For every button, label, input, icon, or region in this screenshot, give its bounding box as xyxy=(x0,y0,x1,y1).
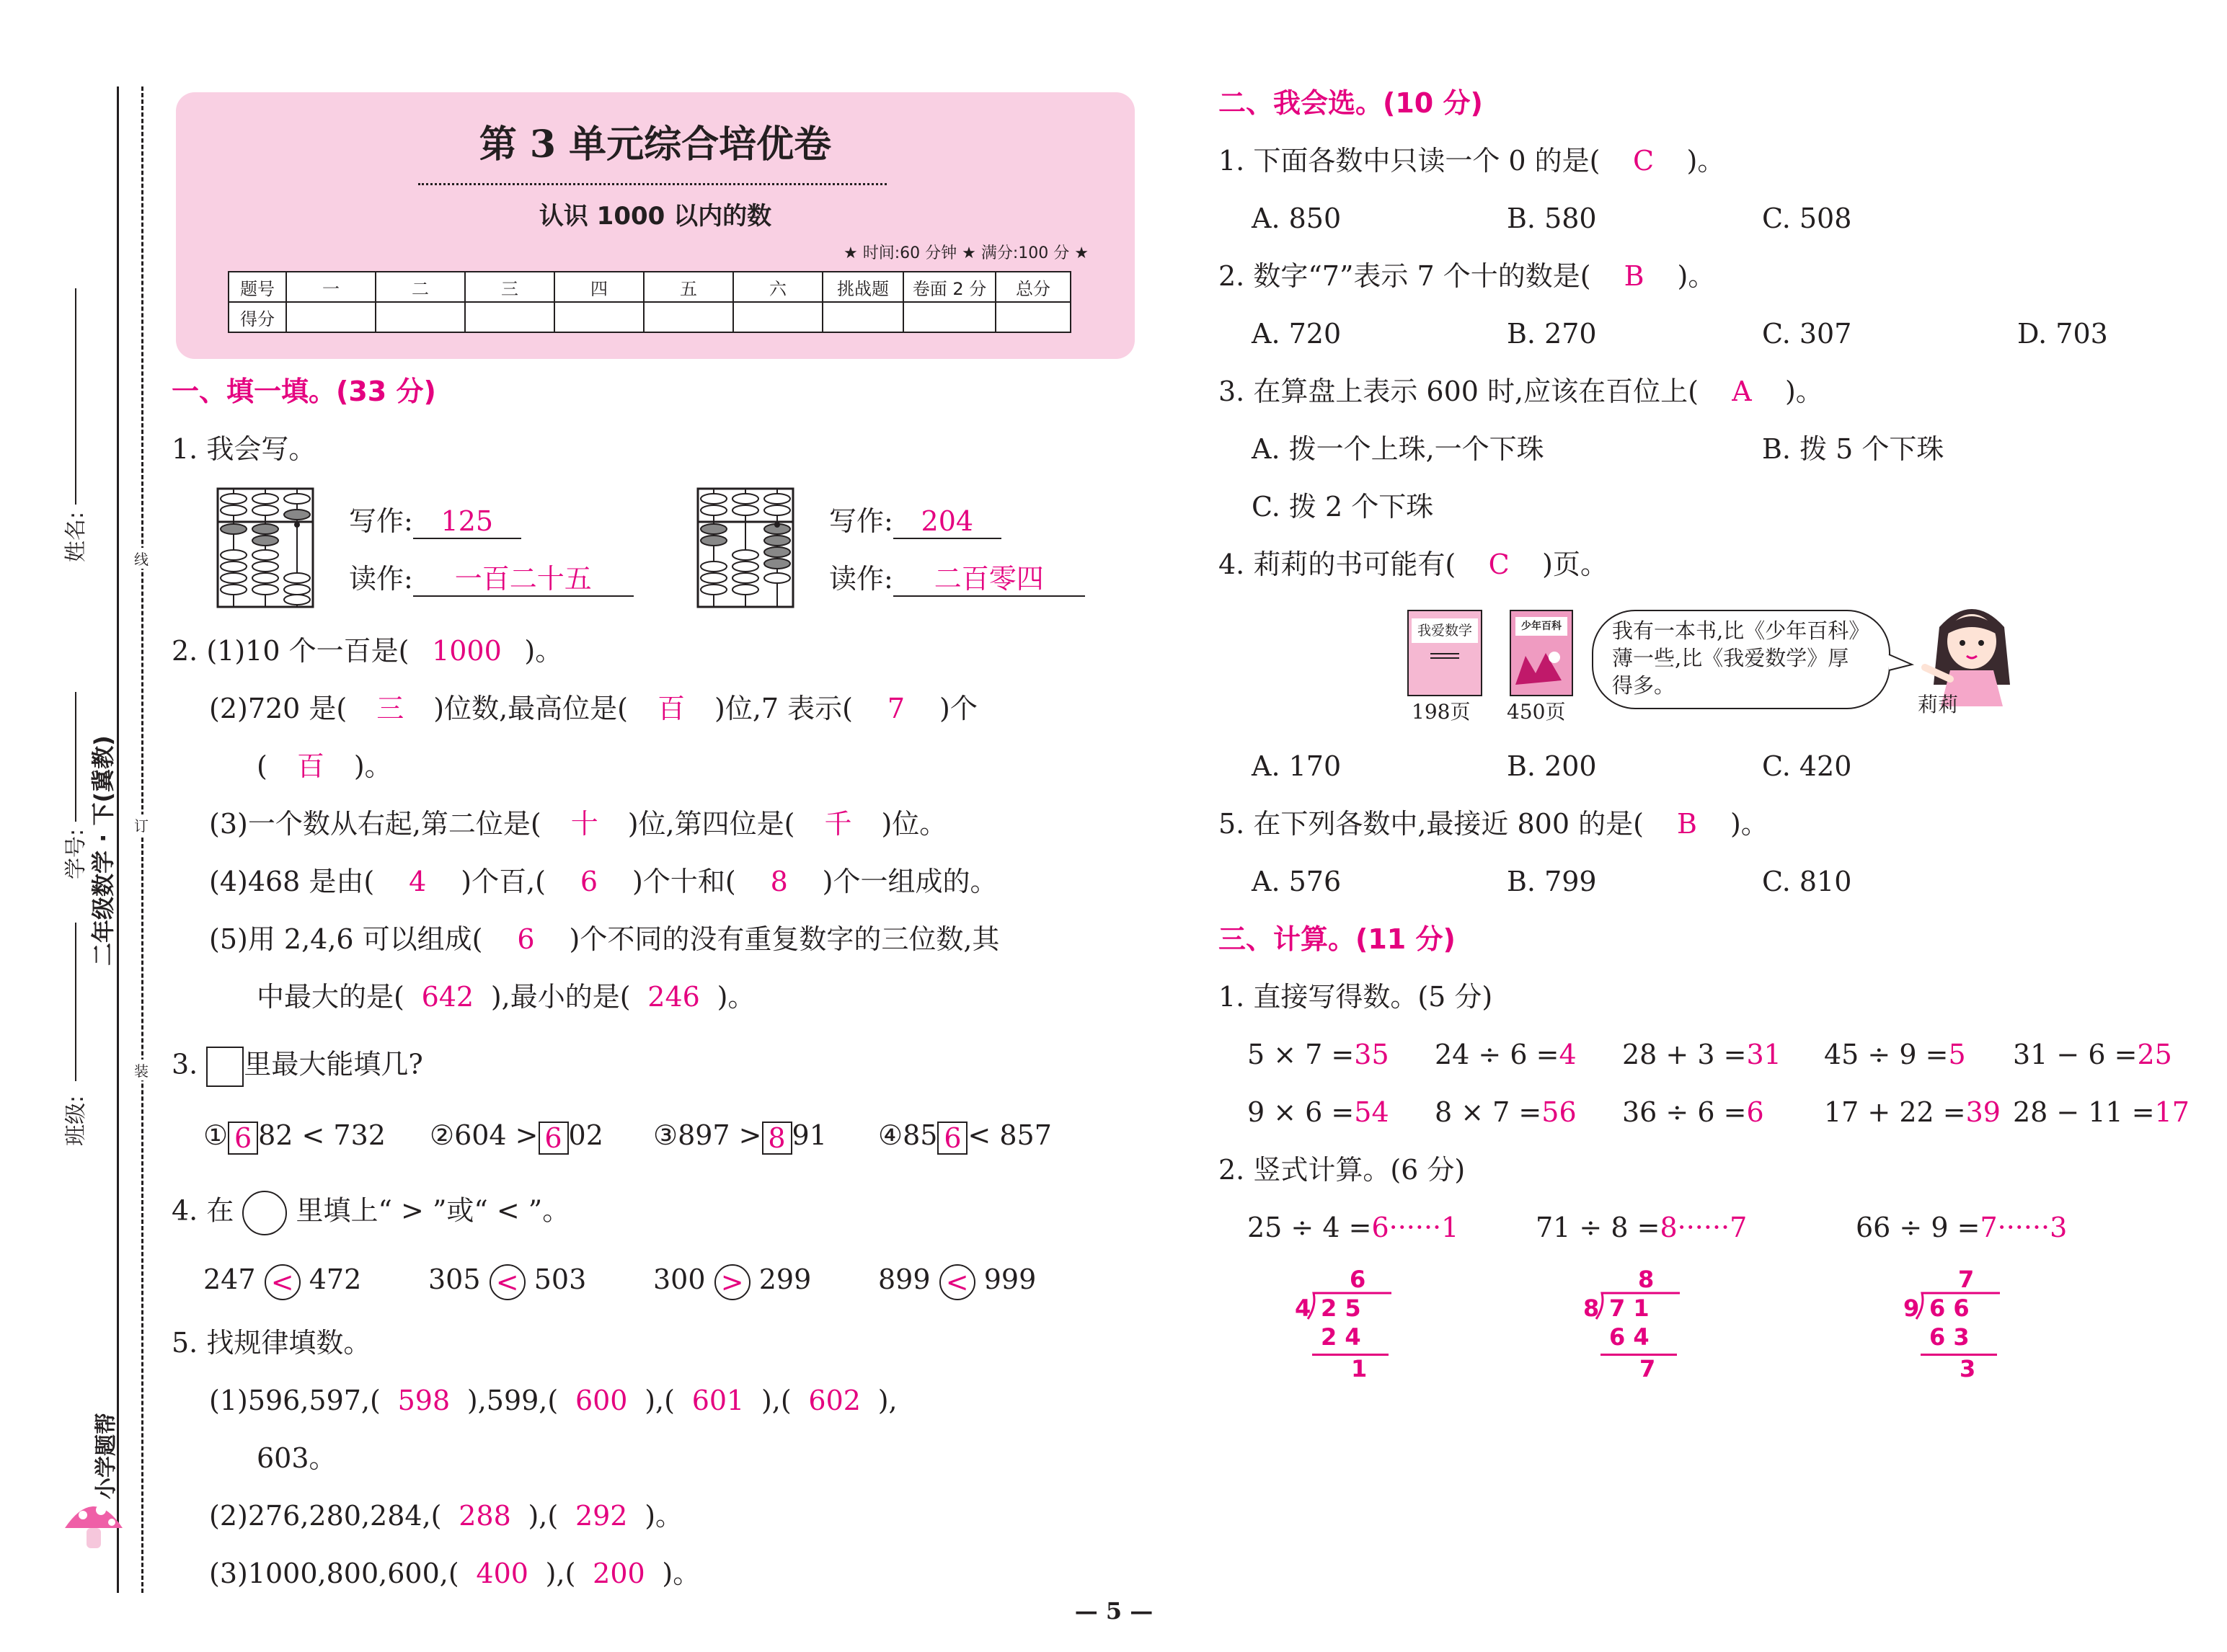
q5-2-answer1[interactable]: 288 xyxy=(459,1500,511,1532)
id-field[interactable] xyxy=(75,692,76,822)
calc-answer[interactable]: 39 xyxy=(1965,1096,2001,1128)
q2-2-answer1[interactable]: 三 xyxy=(376,693,404,724)
calc-answer[interactable]: 56 xyxy=(1541,1096,1577,1128)
table-cell: 一 xyxy=(286,272,376,302)
q-text: )页。 xyxy=(1542,549,1608,580)
cut-char-zhuang: 装 xyxy=(134,1060,149,1080)
div-eq-answer[interactable]: 8······7 xyxy=(1660,1212,1748,1243)
s2-q1-opt-a[interactable]: A. 850 xyxy=(1252,203,1342,234)
read-label: 读作: xyxy=(349,563,413,595)
q-text: (2)276,280,284,( xyxy=(209,1500,442,1532)
q3-answer-box[interactable]: 6 xyxy=(228,1122,258,1155)
q-text: 28 − 11 = xyxy=(2013,1096,2155,1128)
write-label: 写作: xyxy=(349,505,413,537)
q-text: < 857 xyxy=(968,1119,1052,1151)
div-line xyxy=(1921,1354,1997,1356)
q2-2-answer3[interactable]: 7 xyxy=(887,693,906,724)
book-label: 二年级数学 · 下(冀教) xyxy=(89,735,117,966)
div-divisor: 9 xyxy=(1903,1294,1920,1322)
page-number: — 5 — xyxy=(1074,1597,1154,1625)
calc-item xyxy=(1824,1096,2001,1129)
s2-q1-opt-b[interactable]: B. 580 xyxy=(1507,203,1597,234)
name-field[interactable] xyxy=(75,288,76,505)
q-text: 999 xyxy=(983,1264,1037,1295)
abacus-icon xyxy=(696,487,794,608)
q1-prompt: 1. 我会写。 xyxy=(172,433,316,465)
s2-q1-opt-c[interactable]: C. 508 xyxy=(1762,203,1852,234)
q1a-read-row xyxy=(349,562,634,597)
q-text: )个不同的没有重复数字的三位数,其 xyxy=(569,923,1000,955)
q-text: )位,7 表示( xyxy=(714,693,853,724)
q3-answer-box[interactable]: 6 xyxy=(539,1122,569,1155)
table-cell: 三 xyxy=(465,272,554,302)
s2-q2-opt-b[interactable]: B. 270 xyxy=(1507,318,1597,350)
s2-q2-opt-c[interactable]: C. 307 xyxy=(1762,318,1852,350)
q-text: 503 xyxy=(533,1264,587,1295)
q5-line3 xyxy=(209,1557,700,1590)
q-text: 5 × 7 = xyxy=(1247,1039,1355,1070)
book-math-icon xyxy=(1407,610,1482,696)
q-text: (3)1000,800,600,( xyxy=(209,1558,459,1589)
q-text: )个 xyxy=(939,693,978,724)
calc-answer[interactable]: 4 xyxy=(1559,1039,1577,1070)
q4-answer-circle[interactable]: > xyxy=(714,1264,751,1300)
q1b-read-row xyxy=(829,562,1085,597)
table-cell: 四 xyxy=(554,272,644,302)
s2-q3-answer[interactable]: A xyxy=(1732,376,1752,407)
s2-q3-opt-a[interactable]: A. 拨一个上珠,一个下珠 xyxy=(1252,433,1544,465)
q-text: )。 xyxy=(353,750,392,782)
calc-item xyxy=(2013,1096,2190,1129)
q-text: 2. 数字“7”表示 7 个十的数是( xyxy=(1218,260,1591,292)
calc-item xyxy=(1435,1038,1577,1071)
book-encyclopedia-pages: 450页 xyxy=(1507,700,1566,724)
brand-label: 小学题帮 xyxy=(94,1413,119,1499)
q-text: ),( xyxy=(645,1385,675,1416)
div-divisor: 4 xyxy=(1295,1294,1311,1322)
book-math-title: 我爱数学 xyxy=(1412,618,1478,643)
q2-3-answer2[interactable]: 千 xyxy=(824,808,852,840)
table-cell: 题号 xyxy=(229,272,286,302)
q2-part1 xyxy=(172,634,562,667)
q-text: 5. 在下列各数中,最接近 800 的是( xyxy=(1218,808,1644,840)
title-divider xyxy=(418,183,887,185)
q-text: 24 ÷ 6 = xyxy=(1435,1039,1559,1070)
q-text: ④85 xyxy=(878,1119,938,1151)
q1a-read-answer[interactable]: 一百二十五 xyxy=(413,562,634,597)
q-text: ③897 > xyxy=(653,1119,762,1151)
q5-line2 xyxy=(209,1499,683,1532)
bubble-tail-icon xyxy=(1886,649,1915,678)
q2-3-answer1[interactable]: 十 xyxy=(570,808,598,840)
table-cell: 二 xyxy=(376,272,465,302)
q2-part5 xyxy=(209,923,999,956)
s2-q3-opt-c[interactable]: C. 拨 2 个下珠 xyxy=(1252,491,1434,523)
calc-answer[interactable]: 6 xyxy=(1746,1096,1764,1128)
s2-q4-opt-a[interactable]: A. 170 xyxy=(1252,750,1342,782)
q-text: ① xyxy=(203,1119,229,1151)
long-division xyxy=(1899,1266,2000,1388)
q-text: 28 + 3 = xyxy=(1622,1039,1747,1070)
q-text: 中最大的是( xyxy=(257,981,404,1013)
abacus-icon xyxy=(216,487,314,608)
q2-part3 xyxy=(209,807,947,840)
q-text: 305 xyxy=(428,1264,481,1295)
calc-item xyxy=(1247,1096,1389,1129)
calc-answer[interactable]: 54 xyxy=(1354,1096,1389,1128)
q-text: )。 xyxy=(524,635,563,667)
q4-item-2 xyxy=(428,1263,586,1300)
q4-answer-circle[interactable]: < xyxy=(490,1264,526,1300)
q2-4-answer1[interactable]: 4 xyxy=(409,866,427,897)
q-text: 里最大能填几? xyxy=(244,1048,423,1080)
calc-answer[interactable]: 35 xyxy=(1354,1039,1389,1070)
score-cell[interactable] xyxy=(286,302,376,332)
q-text: ( xyxy=(257,750,267,782)
div-remainder: 3 xyxy=(1960,1355,1976,1382)
table-cell: 六 xyxy=(733,272,823,302)
q4-item-3 xyxy=(653,1263,811,1300)
q-text: ②604 > xyxy=(430,1119,539,1151)
q-text: ),最小的是( xyxy=(490,981,631,1013)
q-text: )个百,( xyxy=(461,866,546,897)
q3-prompt xyxy=(172,1047,423,1087)
div-eq xyxy=(1856,1211,2067,1244)
q-text: 472 xyxy=(309,1264,362,1295)
q-text: ),( xyxy=(545,1558,576,1589)
s2-q4-opt-c[interactable]: C. 420 xyxy=(1762,750,1852,782)
q-text: )。 xyxy=(717,981,756,1013)
q-text: (1)596,597,( xyxy=(209,1385,381,1416)
s2-q4-answer[interactable]: C xyxy=(1488,549,1510,580)
q5-3-answer1[interactable]: 400 xyxy=(476,1558,528,1589)
q2-1-answer[interactable]: 1000 xyxy=(432,635,502,667)
q-text: (4)468 是由( xyxy=(209,866,375,897)
q4-answer-circle[interactable]: < xyxy=(265,1264,301,1300)
q2-5-answer1[interactable]: 6 xyxy=(517,923,535,955)
table-cell: 卷面 2 分 xyxy=(903,272,996,302)
class-field[interactable] xyxy=(75,923,76,1081)
q5-1-answer2[interactable]: 600 xyxy=(575,1385,628,1416)
s3-q1-title: 1. 直接写得数。(5 分) xyxy=(1218,981,1493,1013)
q-text: 1. 下面各数中只读一个 0 的是( xyxy=(1218,145,1600,177)
q2-part4 xyxy=(209,865,997,898)
q-text: (5)用 2,4,6 可以组成( xyxy=(209,923,483,955)
write-label: 写作: xyxy=(829,505,893,537)
empty-box-icon xyxy=(206,1047,244,1087)
score-cell[interactable] xyxy=(465,302,554,332)
s2-q2 xyxy=(1218,259,1715,293)
q-text: )。 xyxy=(1677,260,1716,292)
s2-q2-opt-a[interactable]: A. 720 xyxy=(1252,318,1342,350)
bubble-line: 得多。 xyxy=(1612,673,1675,698)
book-math-pages: 198页 xyxy=(1412,700,1471,724)
q-text: 31 − 6 = xyxy=(2013,1039,2138,1070)
div-remainder: 1 xyxy=(1351,1355,1368,1382)
q2-part2-cont xyxy=(257,750,392,783)
page-subtitle: 认识 1000 以内的数 xyxy=(539,202,772,231)
q-text: ),( xyxy=(761,1385,792,1416)
s2-q1 xyxy=(1218,144,1725,177)
q5-2-answer2[interactable]: 292 xyxy=(575,1500,628,1532)
cut-char-line: 线 xyxy=(134,548,149,569)
q5-3-answer2[interactable]: 200 xyxy=(593,1558,645,1589)
q-text: 3. xyxy=(172,1048,198,1080)
q-text: 2. (1)10 个一百是( xyxy=(172,635,409,667)
q-text: 899 xyxy=(878,1264,931,1295)
q3-answer-box[interactable]: 6 xyxy=(937,1122,968,1155)
q5-line1 xyxy=(209,1384,898,1417)
q3-item-4 xyxy=(878,1119,1052,1155)
q1b-write-row xyxy=(829,505,1001,539)
s2-q5 xyxy=(1218,807,1768,840)
div-eq-answer[interactable]: 7······3 xyxy=(1980,1212,2068,1243)
q-text: ),599,( xyxy=(466,1385,559,1416)
q-text: 82 < 732 xyxy=(258,1119,386,1151)
calc-item xyxy=(1824,1038,1966,1071)
book-encyclopedia-icon xyxy=(1510,610,1573,696)
q2-2-answer4[interactable]: 百 xyxy=(296,750,324,782)
q-text: 247 xyxy=(203,1264,256,1295)
q1b-write-answer[interactable]: 204 xyxy=(893,505,1001,539)
q-text: )。 xyxy=(1730,808,1768,840)
name-label: 姓名: xyxy=(63,511,89,562)
girl-name-label: 莉莉 xyxy=(1918,693,1959,716)
book-lines xyxy=(1430,653,1459,659)
div-dividend: 7 1 xyxy=(1609,1294,1650,1322)
s2-q3-opt-b[interactable]: B. 拨 5 个下珠 xyxy=(1762,433,1944,465)
calc-item xyxy=(1435,1096,1577,1129)
score-cell[interactable] xyxy=(733,302,823,332)
q-text: 91 xyxy=(792,1119,827,1151)
id-label: 学号: xyxy=(63,828,89,879)
q-text: 里填上“ > ”或“ < ”。 xyxy=(296,1194,570,1227)
table-cell: 总分 xyxy=(996,272,1071,302)
score-table-header-row xyxy=(229,272,1071,302)
q-text: )个十和( xyxy=(632,866,736,897)
q-text: 36 ÷ 6 = xyxy=(1622,1096,1747,1128)
q-text: )。 xyxy=(645,1500,683,1532)
q2-4-answer2[interactable]: 6 xyxy=(580,866,598,897)
q-text: (2)720 是( xyxy=(209,693,347,724)
table-cell: 挑战题 xyxy=(823,272,903,302)
book-encyclopedia-title: 少年百科 xyxy=(1515,617,1567,636)
q-text: ), xyxy=(877,1385,898,1416)
q2-part5-cont xyxy=(257,980,755,1013)
q-text: 4. 莉莉的书可能有( xyxy=(1218,549,1456,580)
score-cell[interactable] xyxy=(644,302,733,332)
mushroom-logo-icon xyxy=(58,1485,130,1557)
exam-meta: ★ 时间:60 分钟 ★ 满分:100 分 ★ xyxy=(844,244,1089,262)
q4-answer-circle[interactable]: < xyxy=(939,1264,975,1300)
q-text: 299 xyxy=(758,1264,812,1295)
table-cell: 得分 xyxy=(229,302,286,332)
q-text: 300 xyxy=(653,1264,706,1295)
div-divisor: 8 xyxy=(1583,1294,1600,1322)
q5-line1-cont: 603。 xyxy=(257,1442,337,1474)
s2-q5-opt-b[interactable]: B. 799 xyxy=(1507,866,1597,897)
q-text: 45 ÷ 9 = xyxy=(1824,1039,1949,1070)
score-cell[interactable] xyxy=(823,302,903,332)
table-cell: 五 xyxy=(644,272,733,302)
q4-item-4 xyxy=(878,1263,1036,1300)
div-line xyxy=(1600,1354,1677,1356)
div-quotient: 8 xyxy=(1638,1266,1655,1293)
q-text: ),( xyxy=(528,1500,559,1532)
q-text: 3. 在算盘上表示 600 时,应该在百位上( xyxy=(1218,376,1699,407)
score-cell[interactable] xyxy=(554,302,644,332)
div-dividend: 2 5 xyxy=(1321,1294,1361,1322)
q2-2-answer2[interactable]: 百 xyxy=(657,693,685,724)
bubble-line: 我有一本书,比《少年百科》 xyxy=(1612,618,1870,643)
q1a-write-row xyxy=(349,505,521,539)
q1a-write-answer[interactable]: 125 xyxy=(413,505,521,539)
q2-part2 xyxy=(209,692,978,725)
q-text: )个一组成的。 xyxy=(822,866,998,897)
q-text: )。 xyxy=(662,1558,701,1589)
div-eq xyxy=(1536,1211,1747,1244)
q-text: 66 ÷ 9 = xyxy=(1856,1212,1980,1243)
q5-1-answer3[interactable]: 601 xyxy=(691,1385,745,1416)
q3-item-1 xyxy=(203,1119,386,1155)
q4-item-1 xyxy=(203,1263,361,1300)
long-division xyxy=(1579,1266,1680,1388)
calc-item xyxy=(1247,1038,1389,1071)
q2-5-answer3[interactable]: 246 xyxy=(647,981,700,1013)
s2-q5-answer[interactable]: B xyxy=(1676,808,1697,840)
s2-q5-opt-c[interactable]: C. 810 xyxy=(1762,866,1852,897)
calc-item xyxy=(1622,1096,1764,1129)
div-quotient: 6 xyxy=(1350,1266,1366,1293)
div-product: 2 4 xyxy=(1321,1323,1361,1351)
q5-1-answer4[interactable]: 602 xyxy=(808,1385,861,1416)
calc-item xyxy=(1622,1038,1781,1071)
q-text: 71 ÷ 8 = xyxy=(1536,1212,1660,1243)
q5-prompt: 5. 找规律填数。 xyxy=(172,1327,371,1359)
q2-5-answer2[interactable]: 642 xyxy=(421,981,474,1013)
q-text: 4. 在 xyxy=(172,1194,234,1227)
s2-q3 xyxy=(1218,375,1823,408)
div-product: 6 3 xyxy=(1929,1323,1970,1351)
div-dividend: 6 6 xyxy=(1929,1294,1970,1322)
calc-answer[interactable]: 5 xyxy=(1948,1039,1966,1070)
div-remainder: 7 xyxy=(1639,1355,1656,1382)
empty-circle-icon xyxy=(242,1191,287,1235)
s2-q5-opt-a[interactable]: A. 576 xyxy=(1252,866,1342,897)
div-product: 6 4 xyxy=(1609,1323,1650,1351)
q3-item-3 xyxy=(653,1119,827,1155)
page-title: 第 3 单元综合培优卷 xyxy=(479,123,832,166)
q2-4-answer3[interactable]: 8 xyxy=(770,866,788,897)
q-text: )位。 xyxy=(881,808,947,840)
calc-item xyxy=(2013,1038,2172,1071)
class-label: 班级: xyxy=(63,1095,89,1146)
read-label: 读作: xyxy=(829,563,893,595)
q4-prompt xyxy=(172,1191,570,1235)
s2-q1-answer[interactable]: C xyxy=(1632,145,1655,177)
q-text: )位数,最高位是( xyxy=(433,693,628,724)
q-text: )。 xyxy=(1686,145,1725,177)
section2-title: 二、我会选。(10 分) xyxy=(1218,87,1483,119)
book-cover-art-icon xyxy=(1511,641,1572,692)
q-text: 25 ÷ 4 = xyxy=(1247,1212,1372,1243)
q-text: )。 xyxy=(1784,376,1823,407)
s2-q2-opt-d[interactable]: D. 703 xyxy=(2017,318,2108,350)
cut-char-ding: 订 xyxy=(134,814,149,835)
calc-answer[interactable]: 17 xyxy=(2154,1096,2190,1128)
q-text: 8 × 7 = xyxy=(1435,1096,1542,1128)
div-quotient: 7 xyxy=(1958,1266,1975,1293)
div-line xyxy=(1312,1354,1389,1356)
s2-q2-answer[interactable]: B xyxy=(1624,260,1644,292)
score-cell[interactable] xyxy=(376,302,465,332)
q-text: )位,第四位是( xyxy=(627,808,795,840)
div-eq xyxy=(1247,1211,1458,1244)
q3-item-2 xyxy=(430,1119,603,1155)
calc-answer[interactable]: 25 xyxy=(2137,1039,2172,1070)
s2-q4-opt-b[interactable]: B. 200 xyxy=(1507,750,1597,782)
section1-title: 一、填一填。(33 分) xyxy=(172,376,436,407)
q-text: 9 × 6 = xyxy=(1247,1096,1355,1128)
q1b-read-answer[interactable]: 二百零四 xyxy=(893,562,1085,597)
s3-q2-title: 2. 竖式计算。(6 分) xyxy=(1218,1154,1466,1186)
section3-title: 三、计算。(11 分) xyxy=(1218,923,1456,955)
calc-answer[interactable]: 31 xyxy=(1746,1039,1781,1070)
q3-answer-box[interactable]: 8 xyxy=(762,1122,792,1155)
score-cell[interactable] xyxy=(996,302,1071,332)
score-table-score-row xyxy=(229,302,1071,332)
q5-1-answer1[interactable]: 598 xyxy=(397,1385,451,1416)
speech-bubble-text xyxy=(1612,617,1869,699)
score-cell[interactable] xyxy=(903,302,996,332)
q-text: 17 + 22 = xyxy=(1824,1096,1966,1128)
strip-dashed-line xyxy=(141,86,143,1593)
long-division xyxy=(1290,1266,1391,1388)
s2-q4 xyxy=(1218,548,1608,581)
q-text: (3)一个数从右起,第二位是( xyxy=(209,808,541,840)
score-table xyxy=(228,271,1071,333)
div-eq-answer[interactable]: 6······1 xyxy=(1371,1212,1459,1243)
q-text: 02 xyxy=(568,1119,603,1151)
bubble-line: 薄一些,比《我爱数学》厚 xyxy=(1612,646,1849,670)
